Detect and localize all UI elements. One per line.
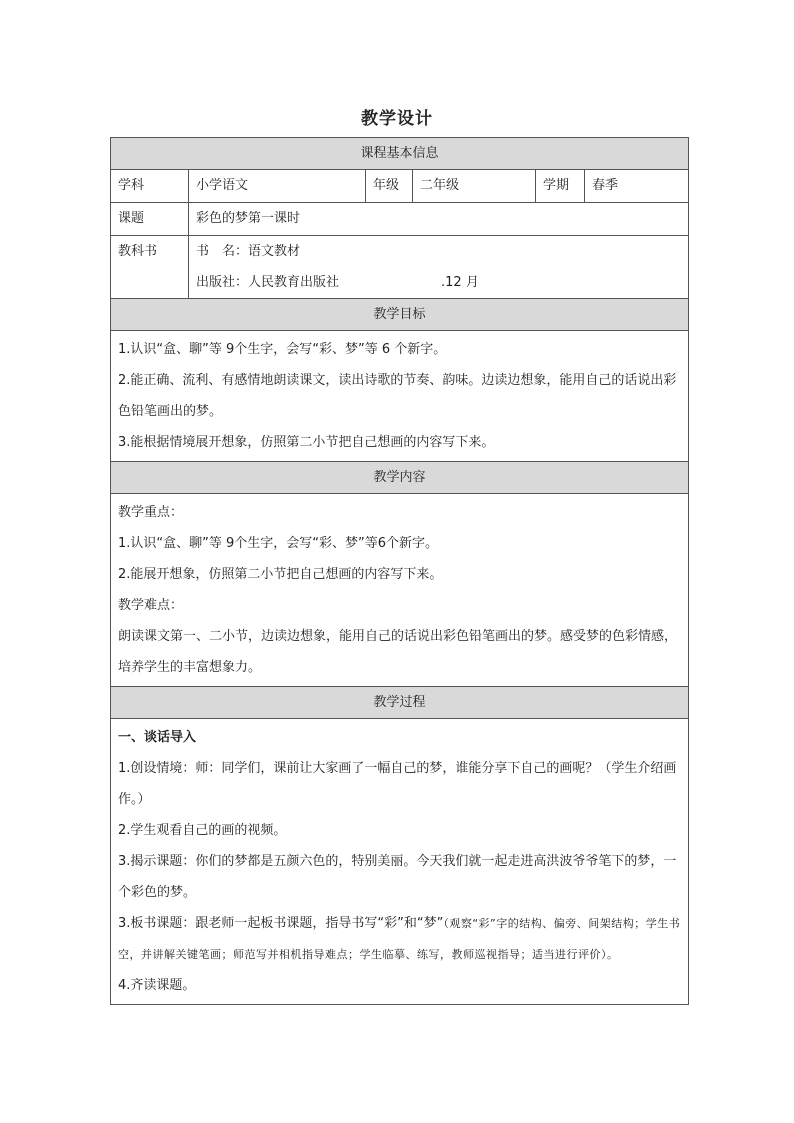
process-step: 1.创设情境：师：同学们，课前让大家画了一幅自己的梦，谁能分享下自己的画呢？（学生介绍画作。） bbox=[118, 761, 677, 807]
process-body bbox=[111, 719, 689, 1005]
key-points-label: 教学重点： bbox=[118, 505, 184, 520]
objective-item: 3.能根据情境展开想象，仿照第二小节把自己想画的内容写下来。 bbox=[118, 435, 495, 450]
objectives-body bbox=[111, 331, 689, 462]
process-step: 2.学生观看自己的画的视频。 bbox=[118, 823, 287, 838]
publisher: 出版社：人民教育出版社 bbox=[196, 275, 340, 290]
content-body bbox=[111, 494, 689, 687]
subject-value: 小学语文 bbox=[189, 170, 366, 203]
textbook-info bbox=[189, 236, 689, 299]
pub-date: .12 月 bbox=[441, 275, 479, 290]
lesson-plan-table bbox=[110, 137, 689, 1005]
topic-value: 彩色的梦第一课时 bbox=[189, 203, 689, 236]
term-value: 春季 bbox=[585, 170, 689, 203]
difficulty-label: 教学难点： bbox=[118, 598, 184, 613]
difficulty-text: 朗读课文第一、二小节，边读边想象，能用自己的话说出彩色铅笔画出的梦。感受梦的色彩情感，培养学生的丰富想象力。 bbox=[118, 629, 678, 675]
section-header-process: 教学过程 bbox=[111, 687, 689, 719]
objective-item: 2.能正确、流利、有感情地朗读课文，读出诗歌的节奏、韵味。边读边想象，能用自己的话说出彩色铅笔画出的梦。 bbox=[118, 373, 677, 419]
textbook-label: 教科书 bbox=[111, 236, 189, 299]
term-label: 学期 bbox=[536, 170, 585, 203]
process-step bbox=[118, 908, 681, 970]
process-step: 4.齐读课题。 bbox=[118, 978, 196, 993]
key-point-item: 2.能展开想象，仿照第二小节把自己想画的内容写下来。 bbox=[118, 567, 443, 582]
key-point-item: 1.认识“盒、聊”等 9个生字，会写“彩、梦”等6个新字。 bbox=[118, 536, 439, 551]
book-name: 书 名：语文教材 bbox=[196, 244, 301, 259]
process-heading: 一、谈话导入 bbox=[118, 730, 197, 745]
process-step-note: （观察“彩”字的结构、偏旁、间架结构；学生书空，并讲解关键笔画；师范写并相机指导难点；学生临摹、练写，教师巡视指导；适当进行评价）。 bbox=[118, 917, 681, 961]
section-header-objectives: 教学目标 bbox=[111, 299, 689, 331]
objective-item: 1.认识“盒、聊”等 9个生字，会写“彩、梦”等 6 个新字。 bbox=[118, 342, 447, 357]
publisher-line bbox=[196, 267, 681, 298]
subject-label: 学科 bbox=[111, 170, 189, 203]
section-header-basic-info: 课程基本信息 bbox=[111, 138, 689, 170]
grade-label: 年级 bbox=[366, 170, 413, 203]
topic-label: 课题 bbox=[111, 203, 189, 236]
grade-value: 二年级 bbox=[413, 170, 536, 203]
process-step: 3.揭示课题：你们的梦都是五颜六色的，特别美丽。今天我们就一起走进高洪波爷爷笔下的梦，一个彩色的梦。 bbox=[118, 854, 677, 900]
section-header-content: 教学内容 bbox=[111, 462, 689, 494]
page-title: 教学设计 bbox=[361, 109, 433, 129]
process-step-main: 3.板书课题：跟老师一起板书课题，指导书写“彩”和“梦” bbox=[118, 916, 444, 931]
